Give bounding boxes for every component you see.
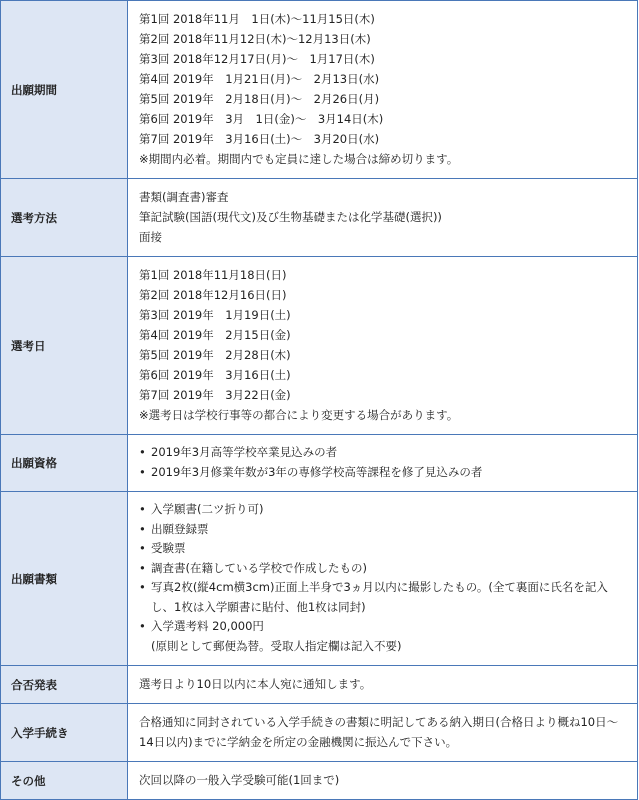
- application-period-line: 第3回 2018年12月17日(月)〜 1月17日(木): [139, 52, 375, 66]
- selection-date-line: 第6回 2019年 3月16日(土): [139, 368, 291, 382]
- documents-item-fee: [139, 617, 627, 656]
- selection-method-content: [128, 179, 638, 257]
- other-text: 次回以降の一般入学受験可能(1回まで): [139, 773, 340, 787]
- result-announcement-text: 選考日より10日以内に本人宛に通知します。: [139, 677, 372, 691]
- other-label: その他: [1, 762, 128, 800]
- documents-item: • 入学願書(二ツ折り可): [139, 500, 627, 520]
- documents-fee-note: (原則として郵便為替。受取人指定欄は記入不要): [151, 638, 402, 653]
- row-selection-date: [1, 257, 638, 435]
- enrollment-procedure-content: [128, 704, 638, 762]
- row-qualification: [1, 435, 638, 492]
- selection-date-line: 第1回 2018年11月18日(日): [139, 268, 287, 282]
- application-period-label: 出願期間: [1, 1, 128, 179]
- enrollment-procedure-label: 入学手続き: [1, 704, 128, 762]
- selection-date-note: ※選考日は学校行事等の都合により変更する場合があります。: [139, 408, 459, 422]
- application-period-note: ※期間内必着。期間内でも定員に達した場合は締め切ります。: [139, 152, 459, 166]
- application-period-line: 第6回 2019年 3月 1日(金)〜 3月14日(木): [139, 112, 384, 126]
- result-announcement-content: [128, 666, 638, 704]
- selection-date-line: 第5回 2019年 2月28日(木): [139, 348, 291, 362]
- selection-method-line: 筆記試験(国語(現代文)及び生物基礎または化学基礎(選択)): [139, 210, 442, 224]
- other-content: [128, 762, 638, 800]
- documents-item: • 調査書(在籍している学校で作成したもの): [139, 559, 627, 579]
- qualification-item: • 2019年3月高等学校卒業見込みの者: [139, 443, 627, 463]
- selection-date-line: 第2回 2018年12月16日(日): [139, 288, 287, 302]
- qualification-item: • 2019年3月修業年数が3年の専修学校高等課程を修了見込みの者: [139, 463, 627, 483]
- documents-list: [139, 500, 627, 656]
- application-period-line: 第1回 2018年11月 1日(木)〜11月15日(木): [139, 12, 375, 26]
- application-period-line: 第4回 2019年 1月21日(月)〜 2月13日(水): [139, 72, 380, 86]
- result-announcement-label: 合否発表: [1, 666, 128, 704]
- row-result-announcement: [1, 666, 638, 704]
- documents-fee: • 入学選考料 20,000円: [151, 619, 264, 633]
- selection-method-label: 選考方法: [1, 179, 128, 257]
- selection-date-label: 選考日: [1, 257, 128, 435]
- application-period-line: 第7回 2019年 3月16日(土)〜 3月20日(水): [139, 132, 380, 146]
- row-documents: [1, 492, 638, 666]
- application-period-line: 第2回 2018年11月12日(木)〜12月13日(木): [139, 32, 371, 46]
- documents-item: • 写真2枚(縦4cm横3cm)正面上半身で3ヵ月以内に撮影したもの。(全て裏面に氏名を記入し、1枚は入学願書に貼付、他1枚は同封): [139, 578, 627, 617]
- qualification-list: [139, 443, 627, 482]
- selection-date-line: 第4回 2019年 2月15日(金): [139, 328, 291, 342]
- documents-item: • 受験票: [139, 539, 627, 559]
- selection-date-line: 第7回 2019年 3月22日(金): [139, 388, 291, 402]
- qualification-content: [128, 435, 638, 492]
- selection-method-line: 書類(調査書)審査: [139, 190, 229, 204]
- qualification-label: 出願資格: [1, 435, 128, 492]
- application-period-line: 第5回 2019年 2月18日(月)〜 2月26日(月): [139, 92, 380, 106]
- selection-date-content: [128, 257, 638, 435]
- row-enrollment-procedure: [1, 704, 638, 762]
- application-period-content: [128, 1, 638, 179]
- documents-content: [128, 492, 638, 666]
- row-other: [1, 762, 638, 800]
- documents-item: • 出願登録票: [139, 520, 627, 540]
- row-selection-method: [1, 179, 638, 257]
- row-application-period: [1, 1, 638, 179]
- selection-date-line: 第3回 2019年 1月19日(土): [139, 308, 291, 322]
- selection-method-line: 面接: [139, 230, 162, 244]
- documents-label: 出願書類: [1, 492, 128, 666]
- enrollment-procedure-text: 合格通知に同封されている入学手続きの書類に明記してある納入期日(合格日より概ね10日〜14日以内)までに学納金を所定の金融機関に振込んで下さい。: [139, 715, 619, 749]
